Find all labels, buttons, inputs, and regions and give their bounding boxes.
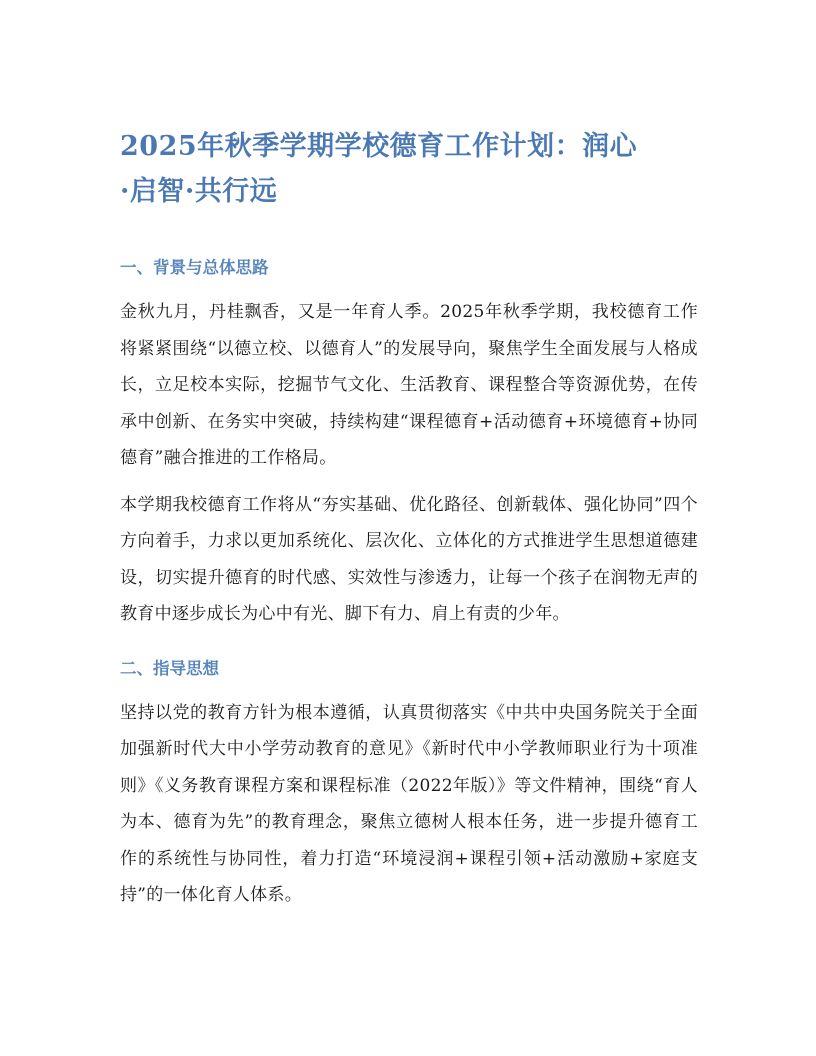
document-page <box>120 124 698 914</box>
section-heading-guiding-ideology: 二、指导思想 <box>120 658 219 678</box>
section-heading-background: 一、背景与总体思路 <box>120 258 269 277</box>
paragraph-guiding-ideology: 坚持以党的教育方针为根本遵循，认真贯彻落实《中共中央国务院关于全面加强新时代大中小学劳动教育的意见》《新时代中小学教师职业行为十项准则》《义务教育课程方案和课程标准（2022年版）》等文件精神，围绕“育人为本、德育为先”的教育理念，聚焦立德树人根本任务，进一步提升德育工作的系统性与协同性，着力打造“环境浸润+课程引领+活动激励+家庭支持”的一体化育人体系。 <box>120 702 698 905</box>
paragraph-background-2: 本学期我校德育工作将从“夯实基础、优化路径、创新载体、强化协同”四个方向着手，力求以更加系统化、层次化、立体化的方式推进学生思想道德建设，切实提升德育的时代感、实效性与渗透力，让每一个孩子在润物无声的教育中逐步成长为心中有光、脚下有力、肩上有责的少年。 <box>120 494 698 624</box>
paragraph-background-1: 金秋九月，丹桂飘香，又是一年育人季。2025年秋季学期，我校德育工作将紧紧围绕“以德立校、以德育人”的发展导向，聚焦学生全面发展与人格成长，立足校本实际，挖掘节气文化、生活教育、课程整合等资源优势，在传承中创新、在务实中突破，持续构建“课程德育+活动德育+环境德育+协同德育”融合推进的工作格局。 <box>120 302 698 468</box>
document-title: 2025年秋季学期学校德育工作计划：润心·启智·共行远 <box>120 131 638 207</box>
